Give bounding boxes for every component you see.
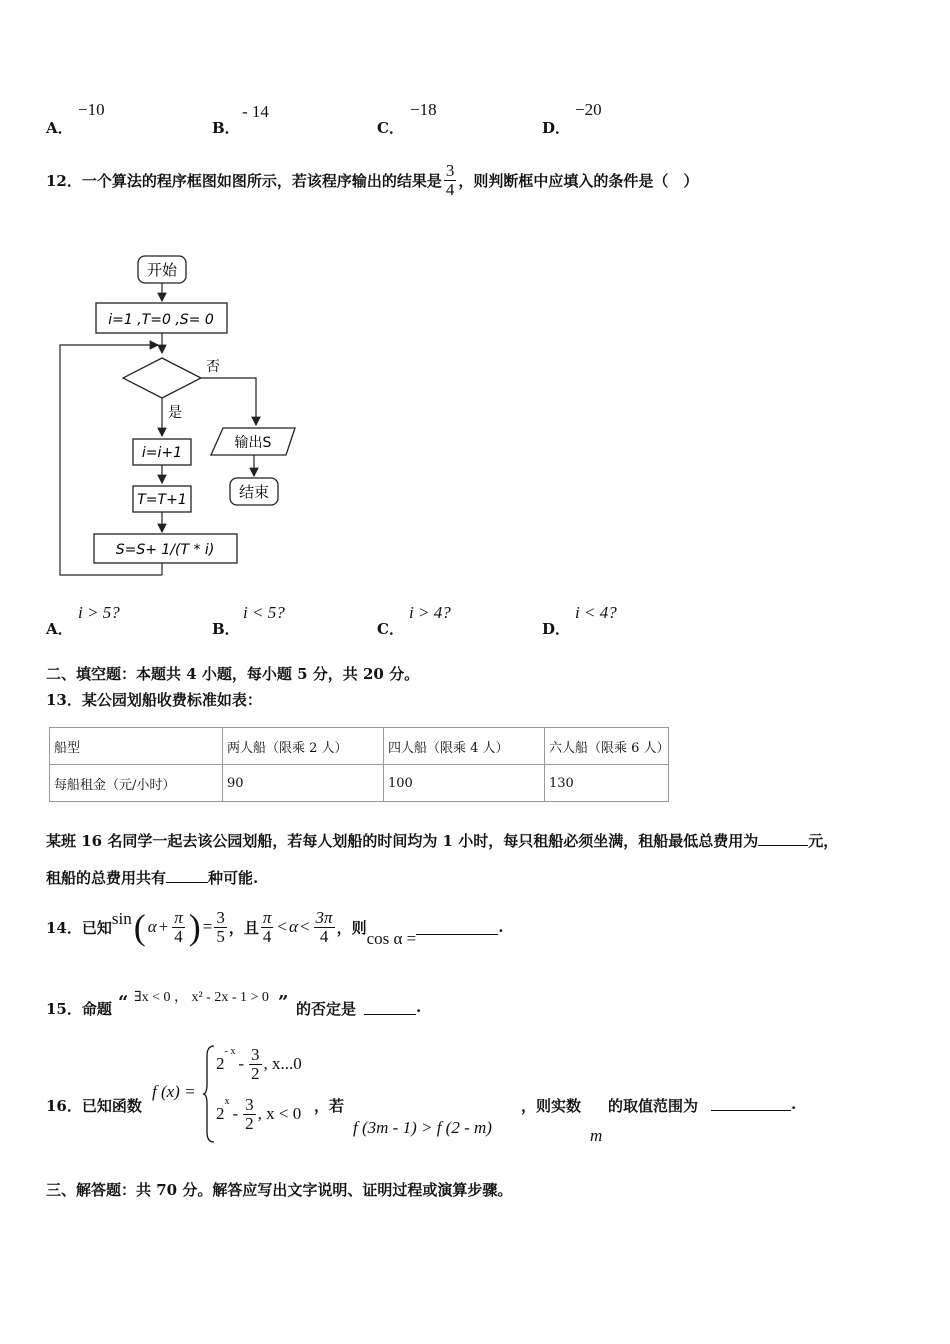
- q16-m: m: [590, 1126, 603, 1145]
- section3-heading: 三、解答题：共 70 分。解答应写出文字说明、证明过程或演算步骤。: [46, 1181, 513, 1199]
- q16-case1-frac: [249, 1046, 262, 1083]
- q14-four-c: 4: [319, 926, 329, 946]
- q16-case2-exp: x: [224, 1096, 230, 1107]
- flow-output-text: 输出S: [234, 435, 272, 451]
- q16-end: .: [791, 1095, 797, 1113]
- q12-stem-before: 12．一个算法的程序框图如图所示，若该程序输出的结果是: [46, 171, 442, 190]
- q16-fx: f (x) =: [152, 1082, 196, 1101]
- table-cell: 船型: [50, 728, 223, 765]
- q14-lt2: <: [299, 917, 310, 936]
- q16-case1: [216, 1046, 302, 1083]
- q16-case2-base: 2: [216, 1104, 225, 1124]
- q16-ruo: ，若: [314, 1097, 345, 1115]
- q16-answer-blank[interactable]: [711, 1096, 791, 1111]
- q13-stem: 13．某公园划船收费标准如表：: [46, 691, 262, 709]
- q16-case1-three: 3: [251, 1045, 260, 1064]
- q16-brace: [202, 1044, 216, 1144]
- q12-option-d-value: i < 4?: [575, 603, 617, 622]
- q14-eq: =: [202, 917, 213, 936]
- q14-mid: ，且: [228, 918, 259, 937]
- q14-sin: sin: [111, 909, 132, 928]
- flow-step3-text: S=S+ 1/(T * i): [115, 542, 215, 558]
- q11-option-a-value: −10: [78, 100, 105, 119]
- q13-text1-a: 某班 16 名同学一起去该公园划船，若每人划船的时间均为 1 小时，每只租船必须坐满，租船最低总费用为: [46, 832, 759, 850]
- q15-suffix: 的否定是: [296, 1000, 357, 1018]
- q12-frac-num: 3: [445, 161, 455, 180]
- q14-rparen: ): [188, 907, 201, 947]
- q14-frac-35: [214, 909, 227, 946]
- table-cell: 四人船（限乘 4 人）: [384, 728, 545, 765]
- flow-step1-text: i=i+1: [141, 445, 183, 461]
- q14-frac-pi4: [172, 909, 185, 946]
- q16-case1-rest: , x...0: [263, 1054, 302, 1074]
- q12-fraction: [444, 162, 457, 199]
- q14-four: 4: [174, 926, 183, 946]
- section2-heading: 二、填空题：本题共 4 小题，每小题 5 分，共 20 分。: [46, 665, 420, 683]
- flow-start-text: 开始: [146, 261, 178, 279]
- q16-case2: [216, 1096, 301, 1133]
- q12-stem-after: ，则判断框中应填入的条件是（ ）: [458, 171, 699, 190]
- q11-option-d-value: −20: [575, 100, 602, 119]
- q11-option-d-label: D．: [542, 119, 571, 137]
- table-cell: 90: [223, 765, 384, 802]
- q14-alpha: α: [147, 917, 157, 936]
- flow-decision: [123, 358, 201, 398]
- q14-cos: cos α =: [366, 929, 417, 948]
- q12-option-c-value: i > 4?: [409, 603, 451, 622]
- q11-option-c-label: C．: [377, 119, 404, 137]
- q14-end: .: [498, 918, 504, 936]
- flow-yes-label: 是: [168, 405, 182, 421]
- q16-case1-base: 2: [216, 1054, 225, 1074]
- q14-line: [46, 903, 503, 951]
- q14-lparen: (: [133, 907, 146, 947]
- q16-case2-frac: [243, 1096, 256, 1133]
- q16-case1-two: 2: [251, 1063, 260, 1083]
- q13-price-table: [49, 727, 669, 802]
- flow-arrow-no: [201, 378, 256, 425]
- q14-alpha-b: α: [289, 917, 298, 936]
- q12-stem: [46, 162, 698, 199]
- q15-answer-blank[interactable]: [364, 1000, 416, 1015]
- q14-five: 5: [216, 926, 225, 946]
- q15-lquote: “: [118, 992, 129, 1013]
- q12-flowchart: [0, 240, 320, 590]
- flow-step2-text: T=T+1: [137, 492, 187, 508]
- q13-text-line2: [46, 867, 258, 888]
- table-cell: 两人船（限乘 2 人）: [223, 728, 384, 765]
- q14-pi: π: [174, 907, 183, 927]
- q16-case2-minus: -: [232, 1104, 239, 1124]
- q15-rquote: ”: [278, 992, 289, 1013]
- q13-text2-b: 种可能.: [208, 869, 259, 887]
- q14-prefix: 14．已知: [46, 918, 112, 937]
- q12-option-a-value: i > 5?: [78, 603, 120, 622]
- q12-option-b-label: B．: [212, 620, 240, 638]
- q13-blank-1[interactable]: [758, 831, 808, 846]
- q11-option-c-value: −18: [410, 100, 437, 119]
- q14-answer-blank[interactable]: [416, 920, 498, 935]
- q16-prefix: 16．已知函数: [46, 1097, 142, 1115]
- q12-option-c-label: C．: [377, 620, 404, 638]
- q16-block: [46, 1042, 846, 1152]
- q16-case2-three: 3: [245, 1095, 254, 1114]
- q12-option-a-label: A．: [46, 620, 73, 638]
- table-cell: 100: [384, 765, 545, 802]
- q16-case1-exp: - x: [224, 1046, 236, 1057]
- q14-lt1: <: [277, 917, 288, 936]
- q15-end: .: [416, 998, 422, 1016]
- q11-option-b-value: - 14: [242, 102, 269, 121]
- q12-option-b-value: i < 5?: [243, 603, 285, 622]
- q12-option-d-label: D．: [542, 620, 571, 638]
- table-cell: 六人船（限乘 6 人）: [545, 728, 669, 765]
- q16-case1-minus: -: [238, 1054, 245, 1074]
- table-cell: 每船租金（元/小时）: [50, 765, 223, 802]
- q14-3pi: 3π: [315, 907, 333, 927]
- q14-three: 3: [216, 907, 225, 927]
- table-cell: 130: [545, 765, 669, 802]
- q15-expr: ∃x < 0 ， x² - 2x - 1 > 0: [134, 990, 269, 1005]
- q14-pi-b: π: [262, 907, 272, 927]
- q14-frac-pi4-b: [261, 909, 274, 946]
- table-row: [50, 728, 669, 765]
- q13-text2-a: 租船的总费用共有: [46, 869, 167, 887]
- q16-case2-two: 2: [245, 1113, 254, 1133]
- q14-four-b: 4: [262, 926, 272, 946]
- table-row: [50, 765, 669, 802]
- q14-frac-3pi4: [314, 909, 335, 946]
- flow-no-label: 否: [206, 359, 220, 375]
- q16-case2-rest: , x < 0: [257, 1104, 302, 1124]
- q11-option-a-label: A．: [46, 119, 73, 137]
- q12-frac-den: 4: [445, 179, 455, 199]
- flow-init-text: i=1 ,T=0 ,S= 0: [108, 312, 214, 328]
- q16-ineq: f (3m - 1) > f (2 - m): [353, 1118, 492, 1137]
- q13-text1-b: 元，: [808, 832, 839, 850]
- q14-then: ，则: [336, 919, 367, 937]
- q16-then: ，则实数: [521, 1097, 582, 1115]
- flow-end-text: 结束: [238, 483, 270, 501]
- q15-prefix: 15．命题: [46, 1000, 112, 1018]
- q13-text-line1: [46, 830, 838, 851]
- q11-option-b-label: B．: [212, 119, 240, 137]
- q13-blank-2[interactable]: [166, 868, 208, 883]
- q14-plus: +: [158, 917, 169, 936]
- q16-suffix: 的取值范围为: [608, 1097, 699, 1115]
